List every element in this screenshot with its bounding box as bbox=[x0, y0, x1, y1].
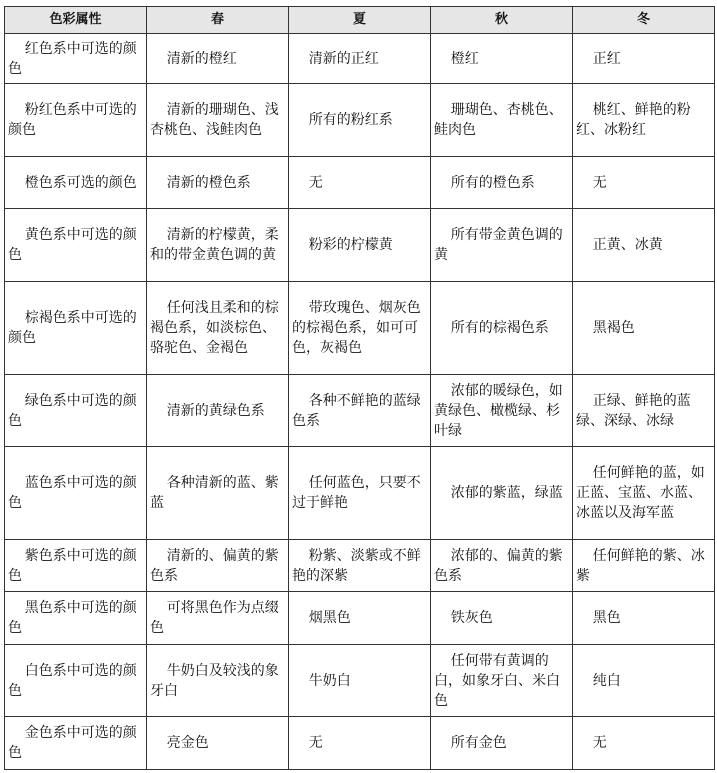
header-autumn: 秋 bbox=[431, 7, 573, 34]
cell-summer: 各种不鲜艳的蓝绿色系 bbox=[289, 374, 431, 447]
row-attribute: 黄色系中可选的颜色 bbox=[5, 209, 147, 282]
cell-winter: 无 bbox=[573, 156, 715, 208]
cell-spring: 可将黑色作为点缀色 bbox=[147, 592, 289, 644]
header-spring: 春 bbox=[147, 7, 289, 34]
cell-winter: 无 bbox=[573, 717, 715, 770]
cell-autumn: 所有的棕褐色系 bbox=[431, 281, 573, 374]
header-row bbox=[5, 7, 715, 34]
cell-summer: 粉紫、淡紫或不鲜艳的深紫 bbox=[289, 540, 431, 592]
table-row bbox=[5, 644, 715, 717]
season-color-table bbox=[4, 6, 715, 770]
cell-autumn: 任何带有黄调的白，如象牙白、米白色 bbox=[431, 644, 573, 717]
cell-spring: 清新的黄绿色系 bbox=[147, 374, 289, 447]
header-winter: 冬 bbox=[573, 7, 715, 34]
row-attribute: 紫色系中可选的颜色 bbox=[5, 540, 147, 592]
table-row bbox=[5, 84, 715, 157]
table-row bbox=[5, 156, 715, 208]
cell-autumn: 所有带金黄色调的黄 bbox=[431, 209, 573, 282]
row-attribute: 红色系中可选的颜色 bbox=[5, 34, 147, 84]
cell-spring: 亮金色 bbox=[147, 717, 289, 770]
cell-autumn: 浓郁的暖绿色，如黄绿色、橄榄绿、杉叶绿 bbox=[431, 374, 573, 447]
cell-summer: 清新的正红 bbox=[289, 34, 431, 84]
cell-summer: 所有的粉红系 bbox=[289, 84, 431, 157]
cell-autumn: 铁灰色 bbox=[431, 592, 573, 644]
table-row bbox=[5, 592, 715, 644]
table-row bbox=[5, 34, 715, 84]
cell-winter: 黑褐色 bbox=[573, 281, 715, 374]
cell-winter: 黑色 bbox=[573, 592, 715, 644]
cell-autumn: 橙红 bbox=[431, 34, 573, 84]
table-row bbox=[5, 540, 715, 592]
cell-summer: 烟黑色 bbox=[289, 592, 431, 644]
row-attribute: 橙色系可选的颜色 bbox=[5, 156, 147, 208]
cell-spring: 清新的、偏黄的紫色系 bbox=[147, 540, 289, 592]
cell-autumn: 所有的橙色系 bbox=[431, 156, 573, 208]
cell-winter: 正绿、鲜艳的蓝绿、深绿、冰绿 bbox=[573, 374, 715, 447]
header-summer: 夏 bbox=[289, 7, 431, 34]
cell-spring: 清新的橙红 bbox=[147, 34, 289, 84]
table-row bbox=[5, 717, 715, 770]
row-attribute: 绿色系中可选的颜色 bbox=[5, 374, 147, 447]
row-attribute: 棕褐色系中可选的颜色 bbox=[5, 281, 147, 374]
cell-winter: 桃红、鲜艳的粉红、冰粉红 bbox=[573, 84, 715, 157]
cell-autumn: 浓郁的、偏黄的紫色系 bbox=[431, 540, 573, 592]
cell-spring: 清新的柠檬黄，柔和的带金黄色调的黄 bbox=[147, 209, 289, 282]
row-attribute: 黑色系中可选的颜色 bbox=[5, 592, 147, 644]
cell-summer: 带玫瑰色、烟灰色的棕褐色系，如可可色，灰褐色 bbox=[289, 281, 431, 374]
row-attribute: 白色系中可选的颜色 bbox=[5, 644, 147, 717]
table-row bbox=[5, 447, 715, 540]
cell-spring: 任何浅且柔和的棕褐色系，如淡棕色、骆驼色、金褐色 bbox=[147, 281, 289, 374]
cell-autumn: 所有金色 bbox=[431, 717, 573, 770]
cell-winter: 正红 bbox=[573, 34, 715, 84]
row-attribute: 蓝色系中可选的颜色 bbox=[5, 447, 147, 540]
cell-spring: 清新的橙色系 bbox=[147, 156, 289, 208]
cell-winter: 任何鲜艳的蓝，如正蓝、宝蓝、水蓝、冰蓝以及海军蓝 bbox=[573, 447, 715, 540]
cell-autumn: 珊瑚色、杏桃色、鲑肉色 bbox=[431, 84, 573, 157]
cell-winter: 正黄、冰黄 bbox=[573, 209, 715, 282]
cell-spring: 各种清新的蓝、紫蓝 bbox=[147, 447, 289, 540]
cell-summer: 无 bbox=[289, 156, 431, 208]
cell-spring: 清新的珊瑚色、浅杏桃色、浅鲑肉色 bbox=[147, 84, 289, 157]
table-row bbox=[5, 209, 715, 282]
cell-summer: 无 bbox=[289, 717, 431, 770]
cell-summer: 任何蓝色，只要不过于鲜艳 bbox=[289, 447, 431, 540]
header-attribute: 色彩属性 bbox=[5, 7, 147, 34]
table-row bbox=[5, 374, 715, 447]
cell-spring: 牛奶白及较浅的象牙白 bbox=[147, 644, 289, 717]
cell-winter: 纯白 bbox=[573, 644, 715, 717]
row-attribute: 粉红色系中可选的颜色 bbox=[5, 84, 147, 157]
cell-winter: 任何鲜艳的紫、冰紫 bbox=[573, 540, 715, 592]
table-row bbox=[5, 281, 715, 374]
cell-summer: 牛奶白 bbox=[289, 644, 431, 717]
row-attribute: 金色系中可选的颜色 bbox=[5, 717, 147, 770]
cell-summer: 粉彩的柠檬黄 bbox=[289, 209, 431, 282]
cell-autumn: 浓郁的紫蓝，绿蓝 bbox=[431, 447, 573, 540]
